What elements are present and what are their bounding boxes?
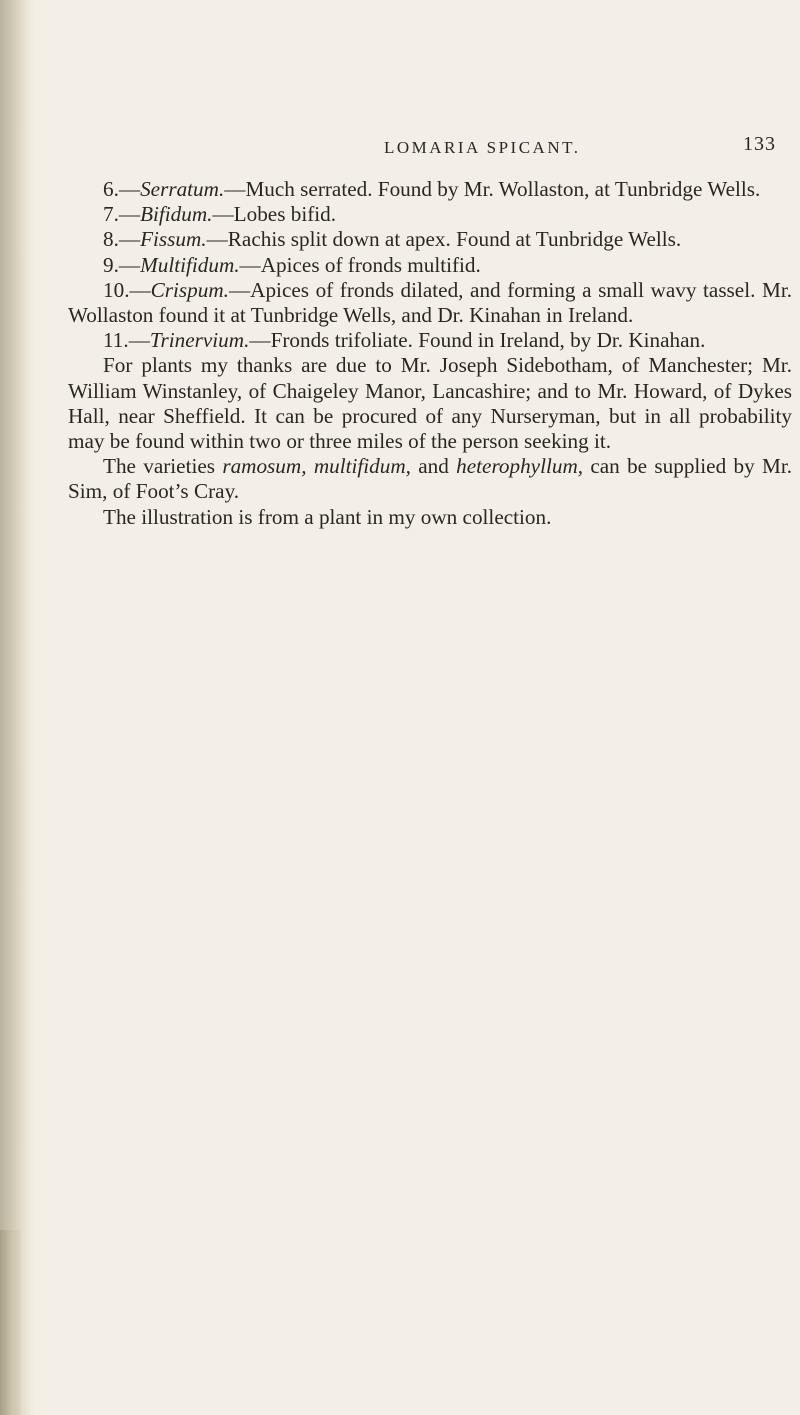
variety-entry-10: 10.—Crispum.—Apices of fronds dilated, and forming a small wavy tassel. Mr. Wollaston found it at Tunbridge Wells, and Dr. Kinahan in Ireland.	[68, 277, 792, 328]
variety-number: 8.	[103, 227, 119, 252]
book-page	[34, 0, 800, 1415]
variety-entry-7: 7.—Bifidum.—Lobes bifid.	[103, 202, 337, 227]
variety-number: 9.	[103, 252, 119, 277]
variety-name: Crispum.	[150, 277, 229, 302]
running-title: LOMARIA SPICANT.	[384, 138, 581, 157]
thanks-paragraph: For plants my thanks are due to Mr. Joseph Sidebotham, of Manchester; Mr. William Winstanley, of Chaigeley Manor, Lancashire; and to Mr. Howard, of Dykes Hall, near Sheffield. It can be procured of any Nurseryman, but in all probability may be found within two or three miles of the person seeking it.	[68, 353, 792, 454]
variety-number: 6.	[103, 177, 119, 201]
variety-description: Apices of fronds multifid.	[260, 252, 481, 277]
page-binding-shadow-lower	[0, 1230, 22, 1415]
variety-description: Apices of fronds dilated, and forming a small wavy tassel. Mr. Wollaston found it at Tunbridge Wells, and Dr. Kinahan in Ireland.	[68, 277, 792, 328]
variety-number: 11.	[103, 328, 129, 353]
variety-description: Fronds trifoliate. Found in Ireland, by Dr. Kinahan.	[270, 328, 706, 353]
variety-name: Bifidum.	[140, 202, 213, 227]
variety-entry-6: 6.—Serratum.—Much serrated. Found by Mr. Wollaston, at Tunbridge Wells.	[103, 177, 761, 201]
variety-heterophyllum: heterophyllum,	[456, 454, 584, 479]
variety-number: 10.	[103, 277, 130, 302]
supply-text-before: The varieties	[103, 454, 223, 479]
supply-paragraph	[68, 454, 792, 504]
supply-text-after: can be supplied by Mr. Sim, of Foot’s Cray.	[68, 454, 793, 504]
variety-ramosum: ramosum,	[222, 454, 307, 479]
body-text	[68, 177, 792, 530]
variety-description: Lobes bifid.	[233, 202, 337, 227]
variety-number: 7.	[103, 202, 119, 227]
variety-multifidum: multifidum,	[313, 454, 411, 479]
page-binding-shadow	[0, 0, 34, 1415]
variety-name: Multifidum.	[140, 252, 240, 277]
variety-entry-11: 11.—Trinervium.—Fronds trifoliate. Found in Ireland, by Dr. Kinahan.	[103, 328, 706, 353]
variety-entry-8: 8.—Fissum.—Rachis split down at apex. Found at Tunbridge Wells.	[103, 227, 682, 252]
running-head	[34, 133, 800, 162]
supply-connector: and	[410, 454, 457, 479]
variety-name: Fissum.	[140, 227, 207, 252]
illustration-note: The illustration is from a plant in my own collection.	[103, 504, 552, 529]
variety-description: Much serrated. Found by Mr. Wollaston, at Tunbridge Wells.	[245, 177, 761, 201]
variety-entry-9: 9.—Multifidum.—Apices of fronds multifid.	[103, 252, 481, 277]
variety-name: Trinervium.	[149, 328, 250, 353]
variety-description: Rachis split down at apex. Found at Tunbridge Wells.	[227, 227, 682, 252]
page-number: 133	[743, 133, 776, 155]
variety-name: Serratum.	[140, 177, 225, 201]
